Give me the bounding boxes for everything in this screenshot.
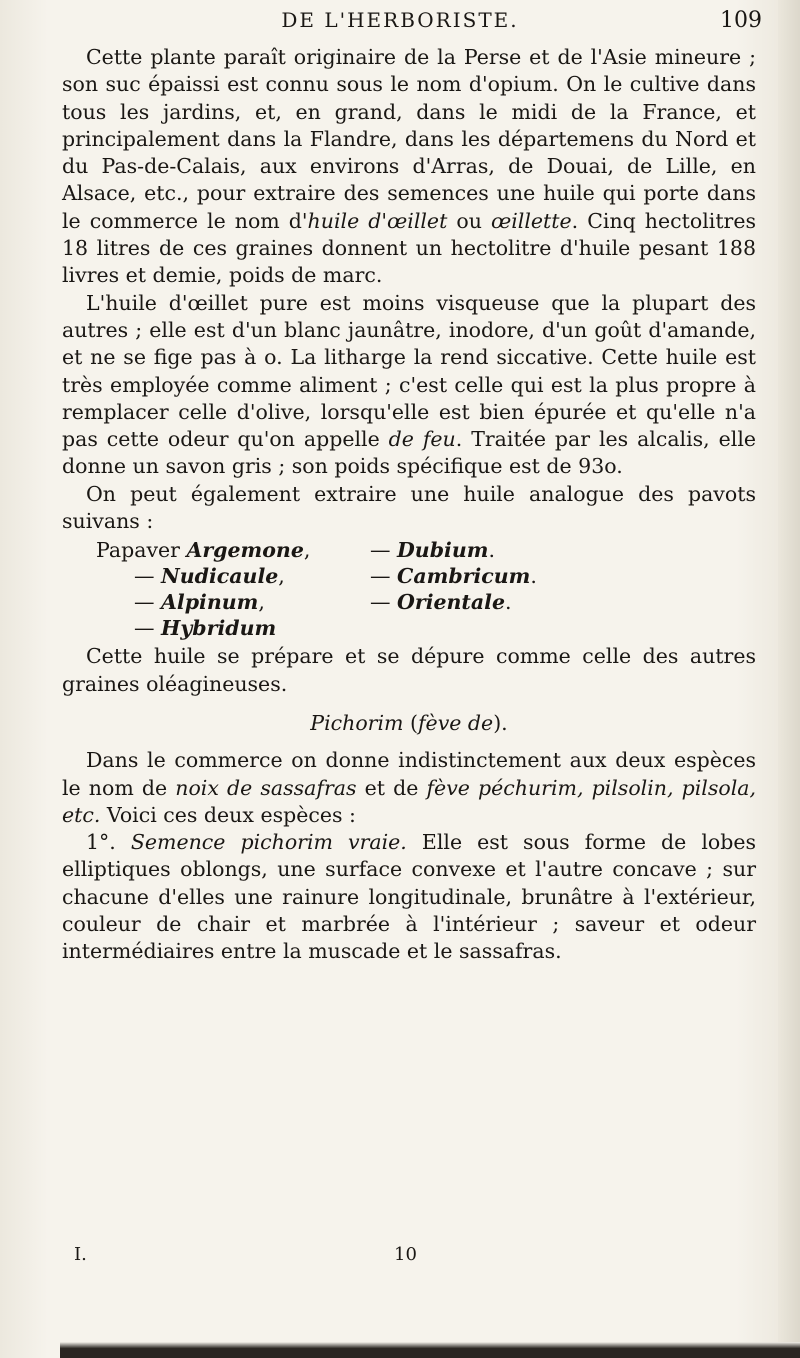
page-number: 109 xyxy=(720,8,762,33)
page-header xyxy=(0,2,800,42)
bottom-edge-shadow xyxy=(60,1342,800,1358)
paragraph-pavots: On peut également extraire une huile analogue des pavots suivans : xyxy=(62,481,756,534)
gathering-number: 10 xyxy=(394,1244,417,1265)
signature-mark: I. xyxy=(74,1244,87,1265)
paragraph-huile: L'huile d'œillet pure est moins visqueuse que la plupart des autres ; elle est d'un blanc jaunâtre, inodore, d'un goût d'amande, et ne se fige pas à o. La litharge la rend siccative. Cette huile est très employée comme aliment ; c'est celle qui est la plus propre à remplacer celle d'olive, lorsqu'elle est bien épurée et qu'elle n'a pas cette odeur qu'on appelle de feu. Traitée par les alcalis, elle donne un savon gris ; son poids spécifique est de 93o. xyxy=(62,290,757,479)
plant-argemone: Papaver Argemone, xyxy=(96,538,311,563)
page-edge xyxy=(778,0,800,1358)
page-footer xyxy=(62,1244,756,1274)
plant-hybridum: — Hybridum xyxy=(134,616,277,641)
body-text xyxy=(62,44,756,966)
plant-orientale: — Orientale. xyxy=(370,590,512,615)
plant-dubium: — Dubium. xyxy=(370,538,495,563)
running-head: DE L'HERBORISTE. xyxy=(281,8,519,32)
plant-nudicaule: — Nudicaule, xyxy=(134,564,285,589)
paragraph-opium: Cette plante paraît originaire de la Perse et de l'Asie mineure ; son suc épaissi est connu sous le nom d'opium. On le cultive dans tous les jardins, et, en grand, dans le midi de la France, et principalement dans la Flandre, dans les départemens du Nord et du Pas-de-Calais, aux environs d'Arras, de Douai, de Lille, en Alsace, etc., pour extraire des semences une huile qui porte dans le commerce le nom d'huile d'œillet ou œillette. Cinq hectolitres 18 litres de ces graines donnent un hectolitre d'huile pesant 188 livres et demie, poids de marc. xyxy=(62,45,757,288)
section-heading-pichorim: Pichorim (fève de). xyxy=(310,710,508,735)
plant-list xyxy=(62,537,756,641)
plant-cambricum: — Cambricum. xyxy=(370,564,537,589)
paragraph-depure: Cette huile se prépare et se dépure comme celle des autres graines oléagineuses. xyxy=(62,644,756,696)
paragraph-commerce: Dans le commerce on donne indistinctement aux deux espèces le nom de noix de sassafras et de fève péchurim, pilsolin, pilsola, etc. Voici ces deux espèces : xyxy=(62,748,756,827)
plant-alpinum: — Alpinum, xyxy=(134,590,265,615)
paragraph-semence: 1°. Semence pichorim vraie. Elle est sous forme de lobes elliptiques oblongs, une surface convexe et l'autre concave ; sur chacune d'elles une rainure longitudinale, brunâtre à l'extérieur, couleur de chair et marbrée à l'intérieur ; saveur et odeur intermédiaires entre la muscade et le sassafras. xyxy=(62,830,757,964)
